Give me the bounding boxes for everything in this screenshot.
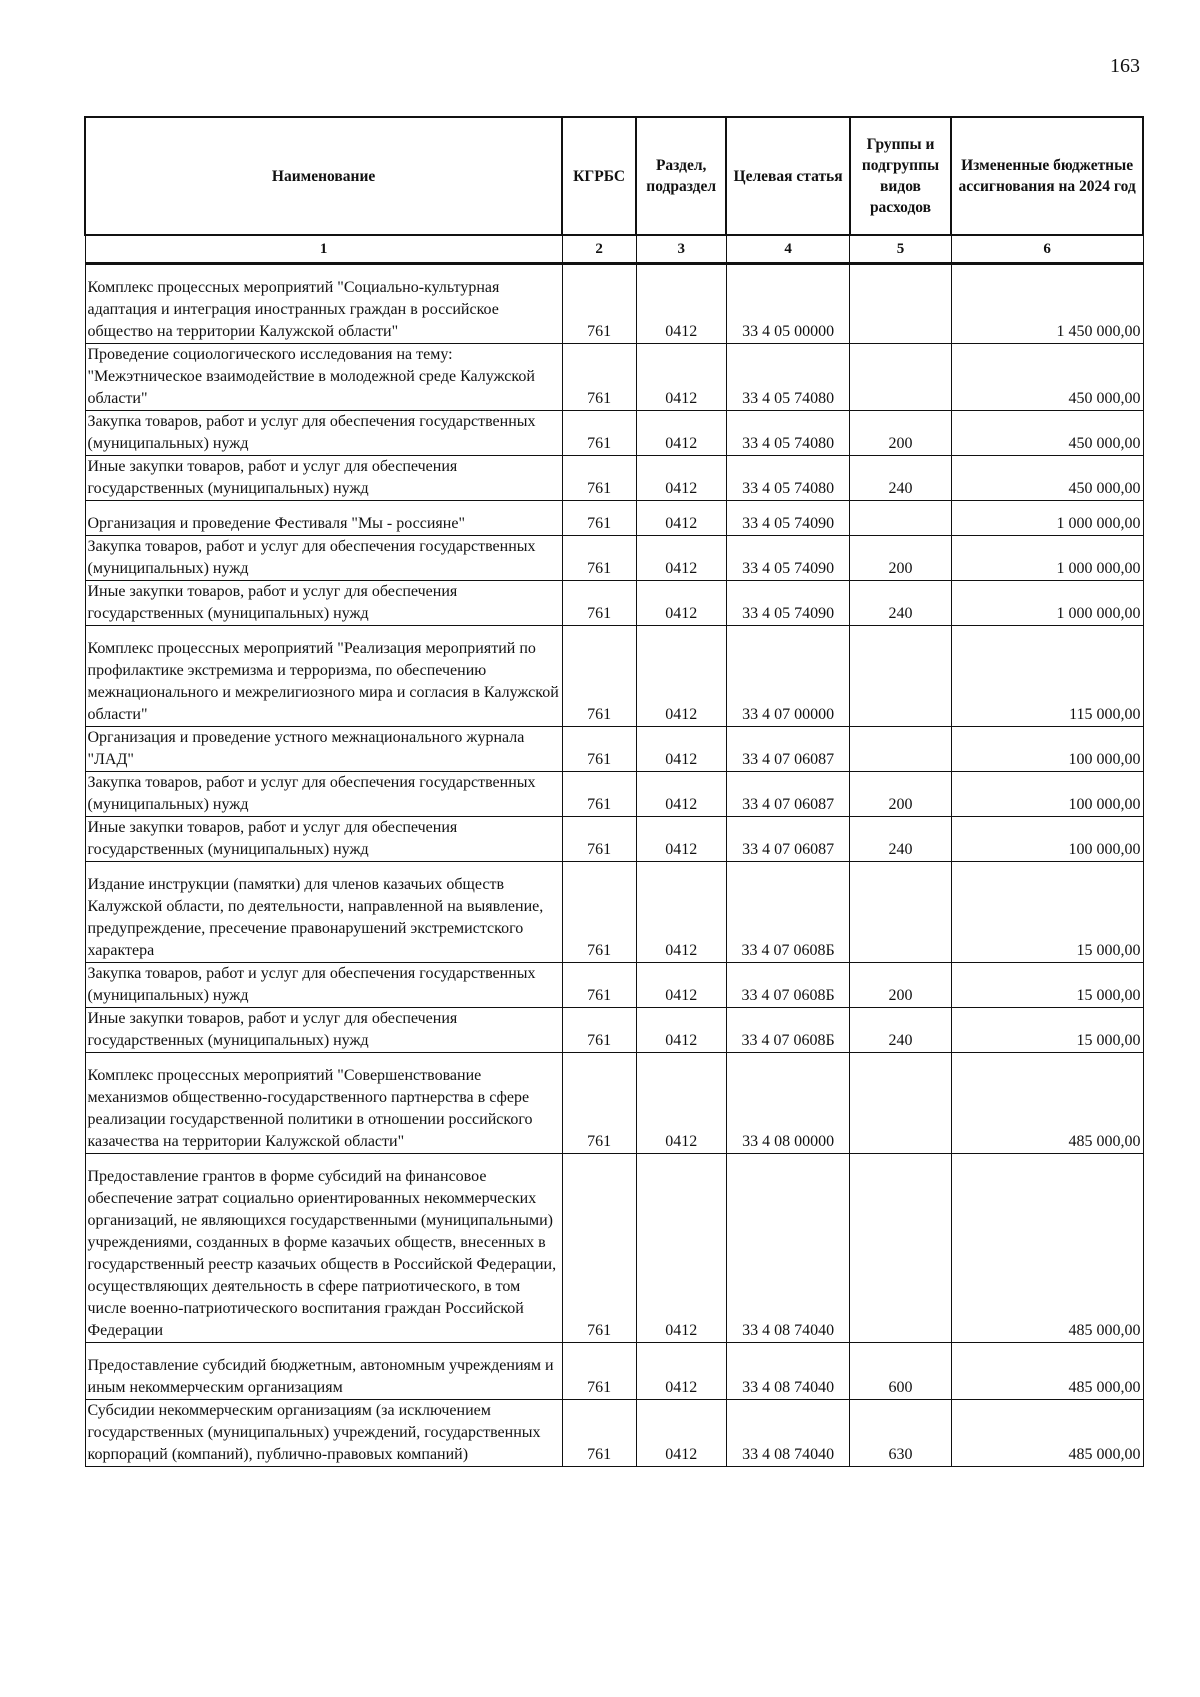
column-number: 4 [726, 235, 849, 264]
row-name: Предоставление грантов в форме субсидий на финансовое обеспечение затрат социально ориентированных некоммерческих организаций, не являющихся государственными (муниципальными) учреждениями, созданных в форме казачьих обществ, внесенных в государственный реестр казачьих обществ в Российской Федерации, осуществляющих деятельность в сфере патриотического, в том числе военно-патриотического воспитания граждан Российской Федерации [85, 1154, 562, 1343]
row-name: Комплекс процессных мероприятий "Совершенствование механизмов общественно-государственного партнерства в сфере реализации государственной политики в отношении российского казачества на территории Калужской области" [85, 1053, 562, 1154]
row-section: 0412 [636, 1400, 726, 1467]
row-amount: 485 000,00 [951, 1400, 1143, 1467]
row-section: 0412 [636, 536, 726, 581]
row-expense-group [850, 1154, 951, 1343]
row-target-article: 33 4 05 74080 [726, 411, 849, 456]
row-kgrbs: 761 [562, 862, 636, 963]
row-kgrbs: 761 [562, 1053, 636, 1154]
row-kgrbs: 761 [562, 264, 636, 344]
row-amount: 1 000 000,00 [951, 581, 1143, 626]
row-target-article: 33 4 05 00000 [726, 264, 849, 344]
row-kgrbs: 761 [562, 501, 636, 536]
row-section: 0412 [636, 1053, 726, 1154]
row-target-article: 33 4 08 74040 [726, 1343, 849, 1400]
row-kgrbs: 761 [562, 1343, 636, 1400]
table-row [85, 1008, 1143, 1053]
row-name: Закупка товаров, работ и услуг для обеспечения государственных (муниципальных) нужд [85, 536, 562, 581]
row-kgrbs: 761 [562, 1400, 636, 1467]
row-target-article: 33 4 07 00000 [726, 626, 849, 727]
row-expense-group [850, 501, 951, 536]
column-number: 6 [951, 235, 1143, 264]
row-expense-group: 240 [850, 456, 951, 501]
row-expense-group [850, 626, 951, 727]
row-section: 0412 [636, 456, 726, 501]
row-section: 0412 [636, 727, 726, 772]
row-name: Субсидии некоммерческим организациям (за исключением государственных (муниципальных) учреждений, государственных корпораций (компаний), публично-правовых компаний) [85, 1400, 562, 1467]
table-row [85, 264, 1143, 344]
table-row [85, 727, 1143, 772]
table-row [85, 862, 1143, 963]
row-kgrbs: 761 [562, 456, 636, 501]
row-target-article: 33 4 05 74090 [726, 581, 849, 626]
row-name: Закупка товаров, работ и услуг для обеспечения государственных (муниципальных) нужд [85, 772, 562, 817]
row-section: 0412 [636, 862, 726, 963]
row-kgrbs: 761 [562, 536, 636, 581]
table-row [85, 536, 1143, 581]
table-row [85, 963, 1143, 1008]
row-section: 0412 [636, 817, 726, 862]
row-expense-group: 200 [850, 536, 951, 581]
row-amount: 450 000,00 [951, 411, 1143, 456]
row-section: 0412 [636, 626, 726, 727]
row-amount: 100 000,00 [951, 817, 1143, 862]
header-section: Раздел, подраздел [636, 117, 726, 235]
table-row [85, 1400, 1143, 1467]
row-name: Комплекс процессных мероприятий "Реализация мероприятий по профилактике экстремизма и терроризма, по обеспечению межнационального и межрелигиозного мира и согласия в Калужской области" [85, 626, 562, 727]
row-name: Проведение социологического исследования на тему: "Межэтническое взаимодействие в молодежной среде Калужской области" [85, 344, 562, 411]
row-expense-group: 630 [850, 1400, 951, 1467]
row-kgrbs: 761 [562, 411, 636, 456]
row-name: Издание инструкции (памятки) для членов казачьих обществ Калужской области, по деятельности, направленной на выявление, предупреждение, пресечение правонарушений экстремистского характера [85, 862, 562, 963]
row-target-article: 33 4 07 06087 [726, 772, 849, 817]
row-name: Иные закупки товаров, работ и услуг для обеспечения государственных (муниципальных) нужд [85, 581, 562, 626]
row-expense-group [850, 264, 951, 344]
row-target-article: 33 4 07 0608Б [726, 862, 849, 963]
table-row [85, 1154, 1143, 1343]
table-body [85, 264, 1143, 1467]
header-name: Наименование [85, 117, 562, 235]
row-amount: 485 000,00 [951, 1053, 1143, 1154]
budget-table [84, 116, 1144, 1467]
row-amount: 115 000,00 [951, 626, 1143, 727]
row-target-article: 33 4 05 74080 [726, 344, 849, 411]
row-target-article: 33 4 08 00000 [726, 1053, 849, 1154]
row-expense-group [850, 727, 951, 772]
row-section: 0412 [636, 963, 726, 1008]
row-expense-group: 200 [850, 411, 951, 456]
row-target-article: 33 4 07 06087 [726, 817, 849, 862]
row-amount: 450 000,00 [951, 344, 1143, 411]
row-expense-group: 240 [850, 1008, 951, 1053]
row-kgrbs: 761 [562, 817, 636, 862]
row-amount: 450 000,00 [951, 456, 1143, 501]
row-name: Иные закупки товаров, работ и услуг для обеспечения государственных (муниципальных) нужд [85, 1008, 562, 1053]
column-number: 1 [85, 235, 562, 264]
row-expense-group [850, 344, 951, 411]
header-row [85, 117, 1143, 235]
row-name: Предоставление субсидий бюджетным, автономным учреждениям и иным некоммерческим организациям [85, 1343, 562, 1400]
row-amount: 15 000,00 [951, 862, 1143, 963]
row-section: 0412 [636, 411, 726, 456]
row-kgrbs: 761 [562, 963, 636, 1008]
row-kgrbs: 761 [562, 727, 636, 772]
table-row [85, 344, 1143, 411]
row-section: 0412 [636, 344, 726, 411]
row-expense-group [850, 1053, 951, 1154]
row-kgrbs: 761 [562, 581, 636, 626]
header-target: Целевая статья [726, 117, 849, 235]
row-name: Иные закупки товаров, работ и услуг для обеспечения государственных (муниципальных) нужд [85, 817, 562, 862]
row-amount: 15 000,00 [951, 1008, 1143, 1053]
row-amount: 485 000,00 [951, 1154, 1143, 1343]
row-target-article: 33 4 07 0608Б [726, 963, 849, 1008]
table-row [85, 1343, 1143, 1400]
row-target-article: 33 4 08 74040 [726, 1400, 849, 1467]
table-row [85, 456, 1143, 501]
column-number: 3 [636, 235, 726, 264]
row-amount: 100 000,00 [951, 772, 1143, 817]
row-name: Комплекс процессных мероприятий "Социально-культурная адаптация и интеграция иностранных граждан в российское общество на территории Калужской области" [85, 264, 562, 344]
row-expense-group: 200 [850, 772, 951, 817]
row-kgrbs: 761 [562, 1154, 636, 1343]
header-kgrbs: КГРБС [562, 117, 636, 235]
row-amount: 1 000 000,00 [951, 536, 1143, 581]
row-section: 0412 [636, 264, 726, 344]
table-row [85, 501, 1143, 536]
row-section: 0412 [636, 1343, 726, 1400]
row-amount: 1 450 000,00 [951, 264, 1143, 344]
row-section: 0412 [636, 581, 726, 626]
row-target-article: 33 4 05 74090 [726, 501, 849, 536]
row-amount: 100 000,00 [951, 727, 1143, 772]
row-name: Закупка товаров, работ и услуг для обеспечения государственных (муниципальных) нужд [85, 963, 562, 1008]
row-kgrbs: 761 [562, 626, 636, 727]
table-row [85, 817, 1143, 862]
row-amount: 15 000,00 [951, 963, 1143, 1008]
row-target-article: 33 4 05 74080 [726, 456, 849, 501]
row-name: Организация и проведение Фестиваля "Мы - россияне" [85, 501, 562, 536]
row-section: 0412 [636, 772, 726, 817]
table-row [85, 772, 1143, 817]
row-amount: 1 000 000,00 [951, 501, 1143, 536]
row-expense-group: 240 [850, 581, 951, 626]
column-number: 5 [850, 235, 951, 264]
table-row [85, 411, 1143, 456]
row-section: 0412 [636, 1008, 726, 1053]
table-row [85, 1053, 1143, 1154]
column-number: 2 [562, 235, 636, 264]
row-target-article: 33 4 07 06087 [726, 727, 849, 772]
row-target-article: 33 4 05 74090 [726, 536, 849, 581]
row-expense-group: 200 [850, 963, 951, 1008]
table-row [85, 626, 1143, 727]
row-expense-group: 600 [850, 1343, 951, 1400]
row-section: 0412 [636, 501, 726, 536]
row-expense-group [850, 862, 951, 963]
row-expense-group: 240 [850, 817, 951, 862]
row-kgrbs: 761 [562, 344, 636, 411]
row-section: 0412 [636, 1154, 726, 1343]
row-amount: 485 000,00 [951, 1343, 1143, 1400]
column-number-row [85, 235, 1143, 264]
row-target-article: 33 4 08 74040 [726, 1154, 849, 1343]
row-name: Организация и проведение устного межнационального журнала "ЛАД" [85, 727, 562, 772]
row-kgrbs: 761 [562, 772, 636, 817]
table-row [85, 581, 1143, 626]
row-kgrbs: 761 [562, 1008, 636, 1053]
header-amount: Измененные бюджетные ассигнования на 2024 год [951, 117, 1143, 235]
row-name: Иные закупки товаров, работ и услуг для обеспечения государственных (муниципальных) нужд [85, 456, 562, 501]
header-groups: Группы и подгруппы видов расходов [850, 117, 951, 235]
page-number: 163 [1110, 55, 1140, 77]
row-name: Закупка товаров, работ и услуг для обеспечения государственных (муниципальных) нужд [85, 411, 562, 456]
row-target-article: 33 4 07 0608Б [726, 1008, 849, 1053]
